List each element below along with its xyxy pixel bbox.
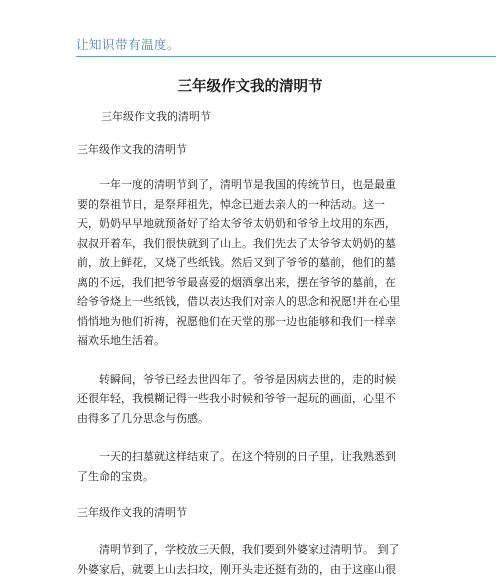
paragraph-4 — [77, 540, 423, 579]
header-divider — [76, 56, 496, 57]
paragraph-line: 离的不远，我们把爷爷最喜爱的烟酒拿出来，摆在爷爷的墓前，在 — [77, 273, 423, 293]
paragraph-line: 前，放上鲜花，又烧了些纸钱。然后又到了爷爷的墓前，他们的墓 — [77, 253, 423, 273]
paragraph-line: 天，奶奶早早地就预备好了给太爷爷太奶奶和爷爷上坟用的东西， — [77, 214, 423, 234]
document-title: 三年级作文我的清明节 — [77, 77, 423, 97]
paragraph-line: 叔叔开着车，我们很快就到了山上。我们先去了太爷爷太奶奶的墓 — [77, 234, 423, 254]
paragraph-line: 了生命的宝贵。 — [77, 467, 423, 487]
document-body — [77, 72, 423, 579]
document-subtitle-repeat: 三年级作文我的清明节 — [77, 505, 423, 521]
paragraph-line: 还很年轻，我模糊记得一些我小时候和爷爷一起玩的画面，心里不 — [77, 389, 423, 409]
paragraph-line: 一天的扫墓就这样结束了。在这个特别的日子里，让我熟悉到 — [77, 447, 423, 467]
paragraph-line: 要的祭祖节日，是祭拜祖先，悼念已逝去亲人的一种活动。这一 — [77, 195, 423, 215]
paragraph-line: 悄悄地为他们祈祷，祝愿他们在天堂的那一边也能够和我们一样幸 — [77, 312, 423, 332]
page-header — [0, 0, 500, 58]
paragraph-3 — [77, 447, 423, 486]
paragraph-2 — [77, 370, 423, 429]
paragraph-line: 福欢乐地生活着。 — [77, 331, 423, 351]
paragraph-1 — [77, 175, 423, 351]
paragraph-line: 由得多了几分思念与伤感。 — [77, 409, 423, 429]
paragraph-line: 给爷爷烧上一些纸钱，借以表达我们对亲人的思念和祝愿!并在心里 — [77, 292, 423, 312]
paragraph-line: 转瞬间，爷爷已经去世四年了。爷爷是因病去世的，走的时候 — [77, 370, 423, 390]
paragraph-line: 清明节到了，学校放三天假，我们要到外婆家过清明节。 到了 — [77, 540, 423, 560]
document-subtitle: 三年级作文我的清明节 — [77, 142, 423, 158]
paragraph-line: 外婆家后，就要上山去扫坟，刚开头走还挺有劲的，由于这座山很 — [77, 560, 423, 579]
paragraph-line: 一年一度的清明节到了，清明节是我国的传统节日，也是最重 — [77, 175, 423, 195]
document-subtitle-indented: 三年级作文我的清明节 — [77, 109, 423, 125]
header-slogan: 让知识带有温度。 — [76, 35, 180, 53]
